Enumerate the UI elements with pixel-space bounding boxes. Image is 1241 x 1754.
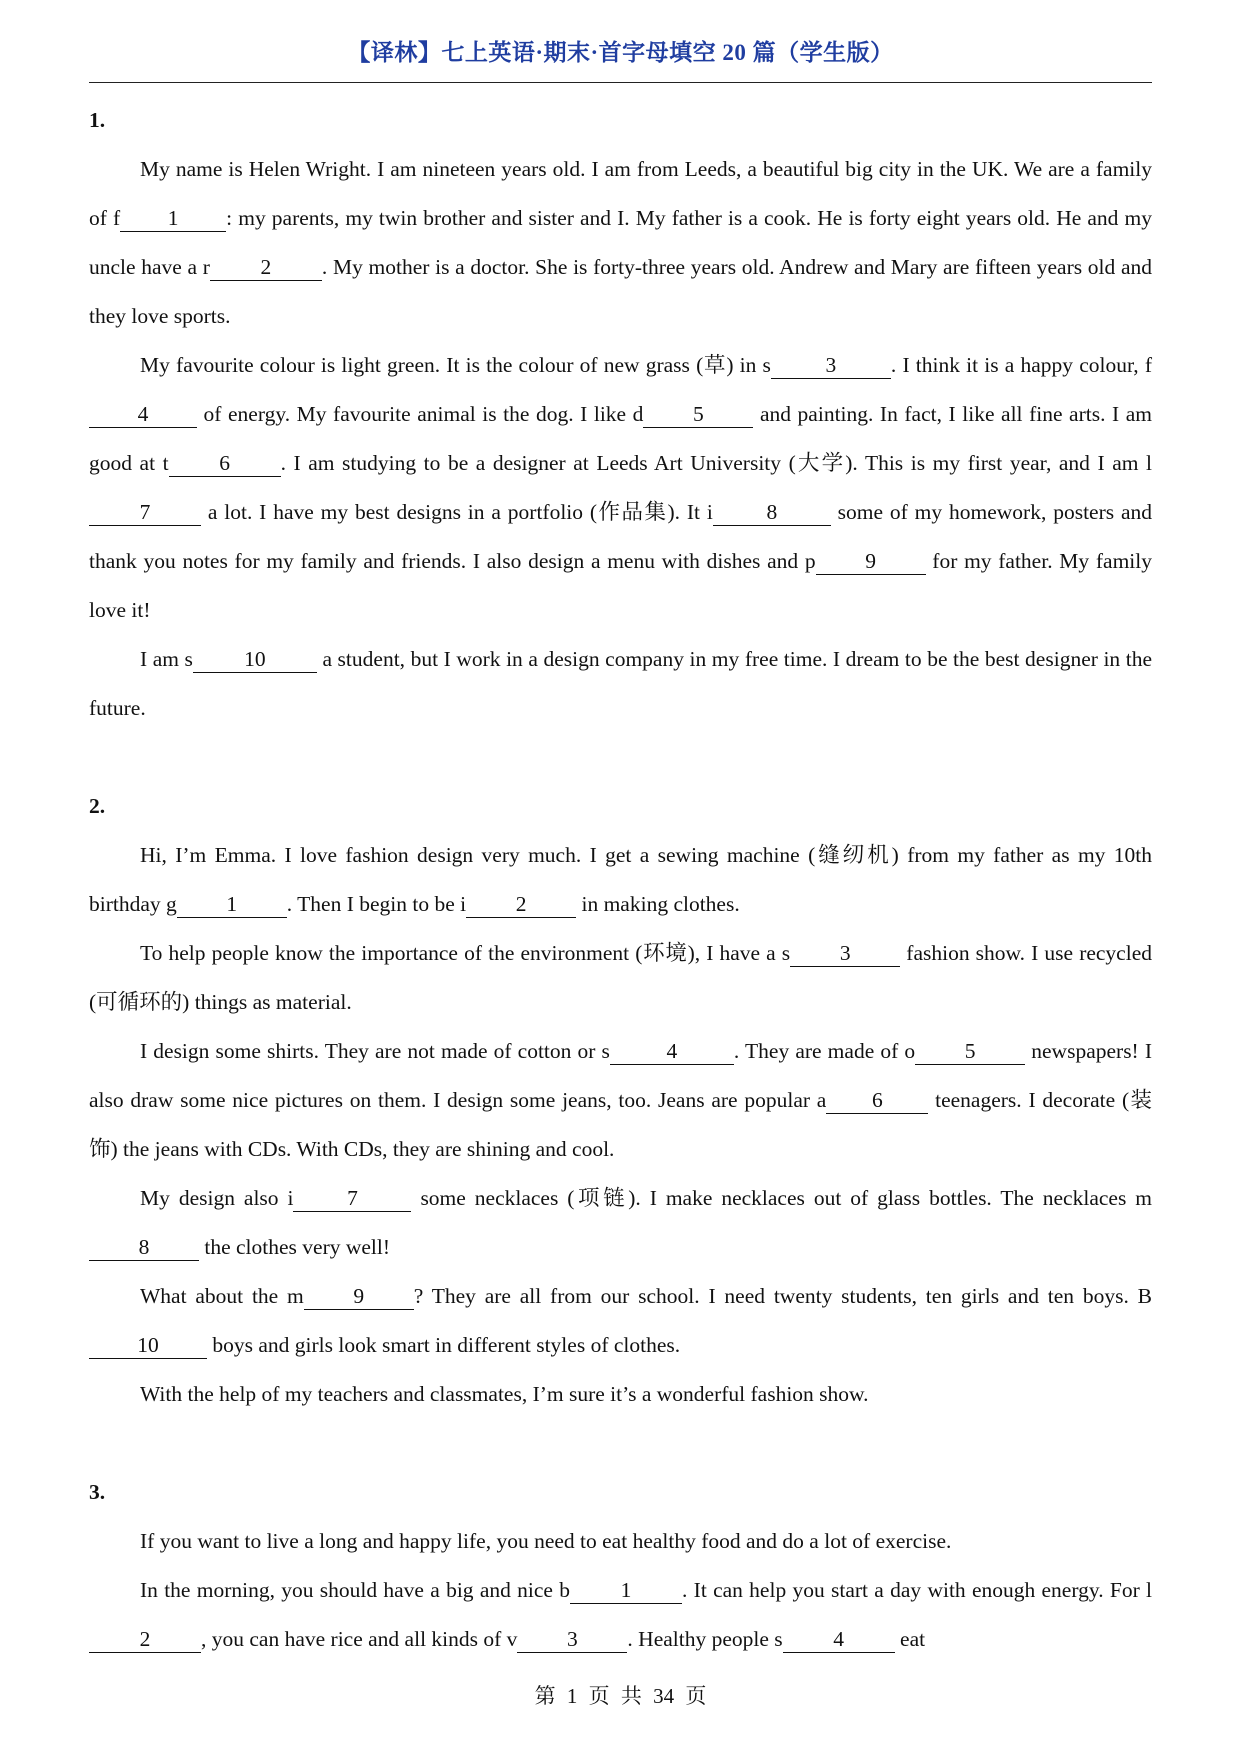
answer-blank[interactable]: 6 — [169, 450, 281, 477]
passage-paragraph — [89, 145, 1152, 341]
document-body — [89, 96, 1152, 1664]
answer-blank[interactable]: 5 — [643, 401, 753, 428]
answer-blank[interactable]: 4 — [89, 401, 197, 428]
passage-text: . I think it is a happy colour, f — [890, 353, 1152, 377]
passage-text: : my parents, my twin brother and sister and I. My father is a cook. He is forty eight years old. He and my uncle have a r — [89, 206, 1152, 279]
passage-paragraph — [89, 635, 1152, 733]
passage-text: some necklaces (项链). I make necklaces out of glass bottles. The necklaces m — [411, 1186, 1152, 1210]
passage-text: some of my homework, posters and thank you notes for my family and friends. I also design a menu with dishes and p — [89, 500, 1153, 573]
passage-paragraph — [89, 831, 1152, 929]
passage-text: To help people know the importance of the environment (环境), I have a s — [140, 941, 791, 965]
passage-paragraph — [89, 1027, 1152, 1174]
passage-text: My name is Helen Wright. I am nineteen years old. I am from Leeds, a beautiful big city in the UK. We are a family of f — [89, 157, 1152, 230]
answer-blank[interactable]: 1 — [120, 205, 226, 232]
passage-text: I am s — [140, 647, 193, 671]
passage-text: eat — [894, 1627, 926, 1651]
answer-blank[interactable]: 2 — [466, 891, 576, 918]
passage-text: ? They are all from our school. I need twenty students, ten girls and ten boys. B — [413, 1284, 1152, 1308]
passage-paragraph — [89, 1174, 1152, 1272]
passage-text: What about the m — [140, 1284, 304, 1308]
passage-text: If you want to live a long and happy life, you need to eat healthy food and do a lot of exercise. — [140, 1529, 952, 1553]
passage-paragraph — [89, 1272, 1152, 1370]
passage-text: . It can help you start a day with enough energy. For l — [682, 1578, 1153, 1602]
passage-text: . Then I begin to be i — [286, 892, 467, 916]
passage-text: fashion show. I use recycled (可循环的) things as material. — [89, 941, 1152, 1014]
passage-text: of energy. My favourite animal is the dog. I like d — [197, 402, 644, 426]
passage-text: teenagers. I decorate (装饰) the jeans with CDs. With CDs, they are shining and cool. — [89, 1088, 1152, 1161]
answer-blank[interactable]: 8 — [713, 499, 831, 526]
answer-blank[interactable]: 2 — [210, 254, 322, 281]
answer-blank[interactable]: 5 — [915, 1038, 1025, 1065]
answer-blank[interactable]: 4 — [610, 1038, 734, 1065]
passage-text: a lot. I have my best designs in a portfolio (作品集). It i — [201, 500, 713, 524]
passage-text: I design some shirts. They are not made of cotton or s — [140, 1039, 610, 1063]
passage-paragraph — [89, 1517, 1152, 1566]
passage-text: . Healthy people s — [627, 1627, 783, 1651]
passage-paragraph — [89, 1566, 1152, 1664]
answer-blank[interactable]: 1 — [570, 1577, 682, 1604]
answer-blank[interactable]: 3 — [790, 940, 900, 967]
question-number: 3. — [89, 1480, 106, 1504]
header-divider — [89, 82, 1152, 83]
passage-text: Hi, I’m Emma. I love fashion design very much. I get a sewing machine (缝纫机) from my father as my 10th birthday g — [89, 843, 1152, 916]
answer-blank[interactable]: 10 — [193, 646, 317, 673]
passage-text: boys and girls look smart in different styles of clothes. — [207, 1333, 681, 1357]
passage-text: My design also i — [140, 1186, 294, 1210]
passage-text: and painting. In fact, I like all fine arts. I am good at t — [89, 402, 1152, 475]
passage-text: . My mother is a doctor. She is forty-three years old. Andrew and Mary are fifteen years old and they love sports. — [89, 255, 1152, 328]
answer-blank[interactable]: 9 — [816, 548, 926, 575]
passage-text: In the morning, you should have a big and nice b — [140, 1578, 570, 1602]
page-header-title: 【译林】七上英语·期末·首字母填空 20 篇（学生版） — [347, 40, 894, 65]
page-footer: 第 1 页 共 34 页 — [534, 1684, 707, 1708]
passage-text: . They are made of o — [733, 1039, 916, 1063]
passage-spacer — [89, 733, 1152, 782]
passage-spacer — [89, 1419, 1152, 1468]
passage-text: . I am studying to be a designer at Leeds Art University (大学). This is my first year, and I am l — [280, 451, 1152, 475]
question-number: 2. — [89, 794, 106, 818]
passage-text: , you can have rice and all kinds of v — [201, 1627, 518, 1651]
passage-text: a student, but I work in a design company in my free time. I dream to be the best designer in the future. — [89, 647, 1152, 720]
passage-text: newspapers! I also draw some nice pictures on them. I design some jeans, too. Jeans are popular a — [89, 1039, 1152, 1112]
passage-text: in making clothes. — [576, 892, 740, 916]
answer-blank[interactable]: 8 — [89, 1234, 199, 1261]
question-number: 1. — [89, 108, 106, 132]
answer-blank[interactable]: 1 — [177, 891, 287, 918]
passage-paragraph — [89, 341, 1152, 635]
passage-text: for my father. My family love it! — [89, 549, 1152, 622]
passage-paragraph — [89, 1370, 1152, 1419]
answer-blank[interactable]: 9 — [304, 1283, 414, 1310]
passage-text: the clothes very well! — [199, 1235, 391, 1259]
passage-text: My favourite colour is light green. It is the colour of new grass (草) in s — [140, 353, 771, 377]
answer-blank[interactable]: 7 — [293, 1185, 411, 1212]
passage-text: With the help of my teachers and classmates, I’m sure it’s a wonderful fashion show. — [140, 1382, 869, 1406]
passage-paragraph — [89, 929, 1152, 1027]
answer-blank[interactable]: 4 — [783, 1626, 895, 1653]
answer-blank[interactable]: 2 — [89, 1626, 201, 1653]
answer-blank[interactable]: 6 — [826, 1087, 928, 1114]
answer-blank[interactable]: 3 — [771, 352, 891, 379]
answer-blank[interactable]: 10 — [89, 1332, 207, 1359]
answer-blank[interactable]: 3 — [517, 1626, 627, 1653]
answer-blank[interactable]: 7 — [89, 499, 201, 526]
